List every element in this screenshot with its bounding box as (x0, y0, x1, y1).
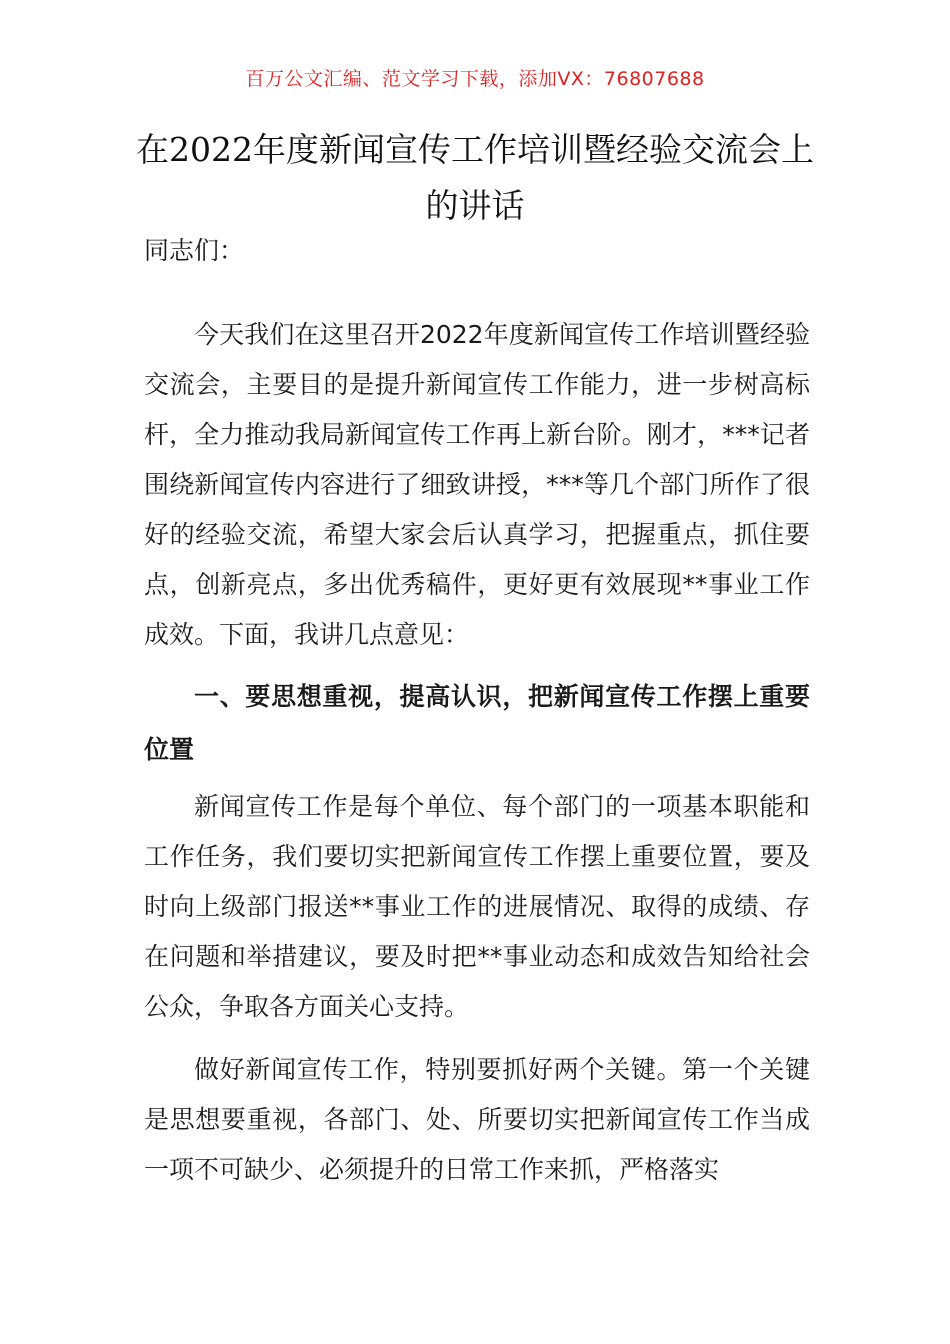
paragraph-section1-b: 做好新闻宣传工作，特别要抓好两个关键。第一个关键是思想要重视，各部门、处、所要切实把新闻宣传工作当成一项不可缺少、必须提升的日常工作来抓，严格落实 (144, 1055, 810, 1184)
paragraph-section1-a: 新闻宣传工作是每个单位、每个部门的一项基本职能和工作任务，我们要切实把新闻宣传工作摆上重要位置，要及时向上级部门报送**事业工作的进展情况、取得的成绩、存在问题和举措建议，要及时把**事业动态和成效告知给社会公众，争取各方面关心支持。 (144, 792, 810, 1021)
paragraph-intro: 今天我们在这里召开2022年度新闻宣传工作培训暨经验交流会，主要目的是提升新闻宣传工作能力，进一步树高标杆，全力推动我局新闻宣传工作再上新台阶。刚才，***记者围绕新闻宣传内容进行了细致讲授，***等几个部门所作了很好的经验交流，希望大家会后认真学习，把握重点，抓住要点，创新亮点，多出优秀稿件，更好更有效展现**事业工作成效。下面，我讲几点意见： (144, 320, 810, 649)
document-title: 在2022年度新闻宣传工作培训暨经验交流会上的讲话 (136, 130, 814, 225)
section-heading-1: 一、要思想重视，提高认识，把新闻宣传工作摆上重要位置 (144, 682, 810, 764)
salutation: 同志们： (144, 236, 245, 265)
header-watermark-note: 百万公文汇编、范文学习下载，添加VX：76807688 (245, 68, 705, 90)
